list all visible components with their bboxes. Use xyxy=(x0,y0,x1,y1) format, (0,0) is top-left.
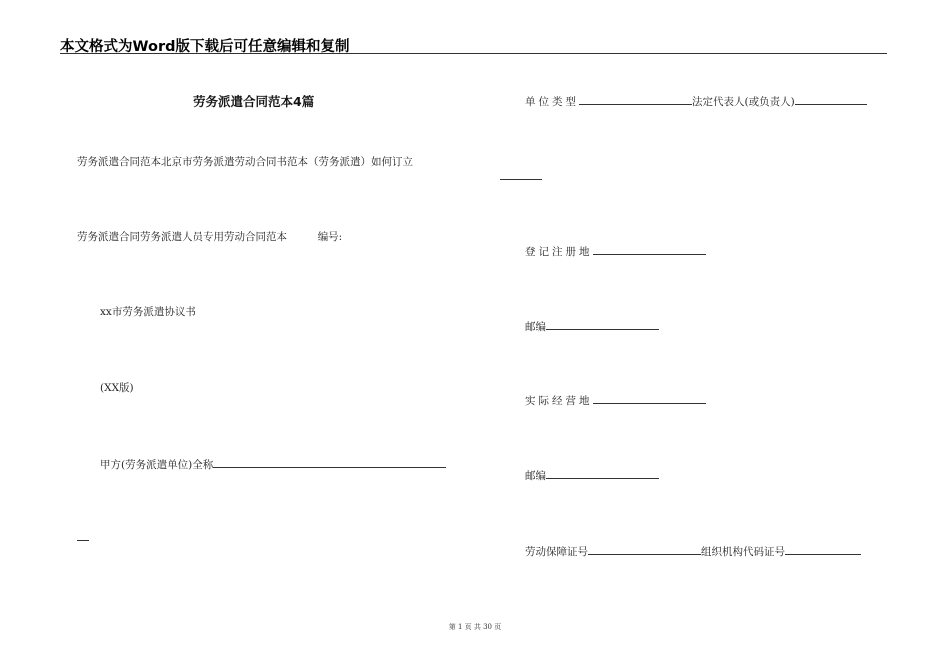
unit-type-label: 单位类型 xyxy=(525,96,579,108)
contract-heading: 劳务派遣合同劳务派遣人员专用劳动合同范本 xyxy=(77,231,287,243)
reg-address-label: 登记注册地 xyxy=(525,246,593,258)
contract-heading-line xyxy=(77,230,342,244)
page-footer: 第 1 页 共 30 页 xyxy=(448,623,502,631)
unit-type-line xyxy=(525,93,867,109)
number-label: 编号: xyxy=(317,231,343,243)
postcode-line-2 xyxy=(525,467,659,483)
party-a-continuation-blank[interactable] xyxy=(77,540,89,541)
postcode-line-1 xyxy=(525,318,659,334)
org-code-label: 组织机构代码证号 xyxy=(701,546,785,558)
actual-address-label: 实际经营地 xyxy=(525,395,593,407)
download-banner: 本文格式为Word版下载后可任意编辑和复制 xyxy=(60,39,350,55)
reg-address-line xyxy=(525,243,706,259)
agreement-name: xx市劳务派遣协议书 xyxy=(100,306,196,318)
unit-type-continuation-blank[interactable] xyxy=(500,179,542,180)
legal-rep-label: 法定代表人(或负责人) xyxy=(692,96,795,108)
org-code-blank[interactable] xyxy=(785,543,861,555)
postcode-blank-1[interactable] xyxy=(546,318,659,330)
labor-cert-label: 劳动保障证号 xyxy=(525,546,588,558)
header-rule xyxy=(60,53,887,54)
party-a-label: 甲方(劳务派遣单位)全称 xyxy=(100,459,214,471)
party-a-line xyxy=(100,456,446,472)
labor-cert-blank[interactable] xyxy=(588,543,701,555)
cert-line xyxy=(525,543,861,559)
postcode-label-1: 邮编 xyxy=(525,321,546,333)
edition-label: (XX版) xyxy=(100,382,134,394)
party-a-name-blank[interactable] xyxy=(213,456,446,468)
legal-rep-blank[interactable] xyxy=(795,93,867,105)
unit-type-blank[interactable] xyxy=(579,93,692,105)
actual-address-blank[interactable] xyxy=(593,392,706,404)
postcode-blank-2[interactable] xyxy=(546,467,659,479)
reg-address-blank[interactable] xyxy=(593,243,706,255)
paragraph-intro: 劳务派遣合同范本北京市劳务派遣劳动合同书范本（劳务派遣）如何订立 xyxy=(77,156,413,168)
actual-address-line xyxy=(525,392,706,408)
document-title: 劳务派遣合同范本4篇 xyxy=(193,94,315,109)
postcode-label-2: 邮编 xyxy=(525,470,546,482)
